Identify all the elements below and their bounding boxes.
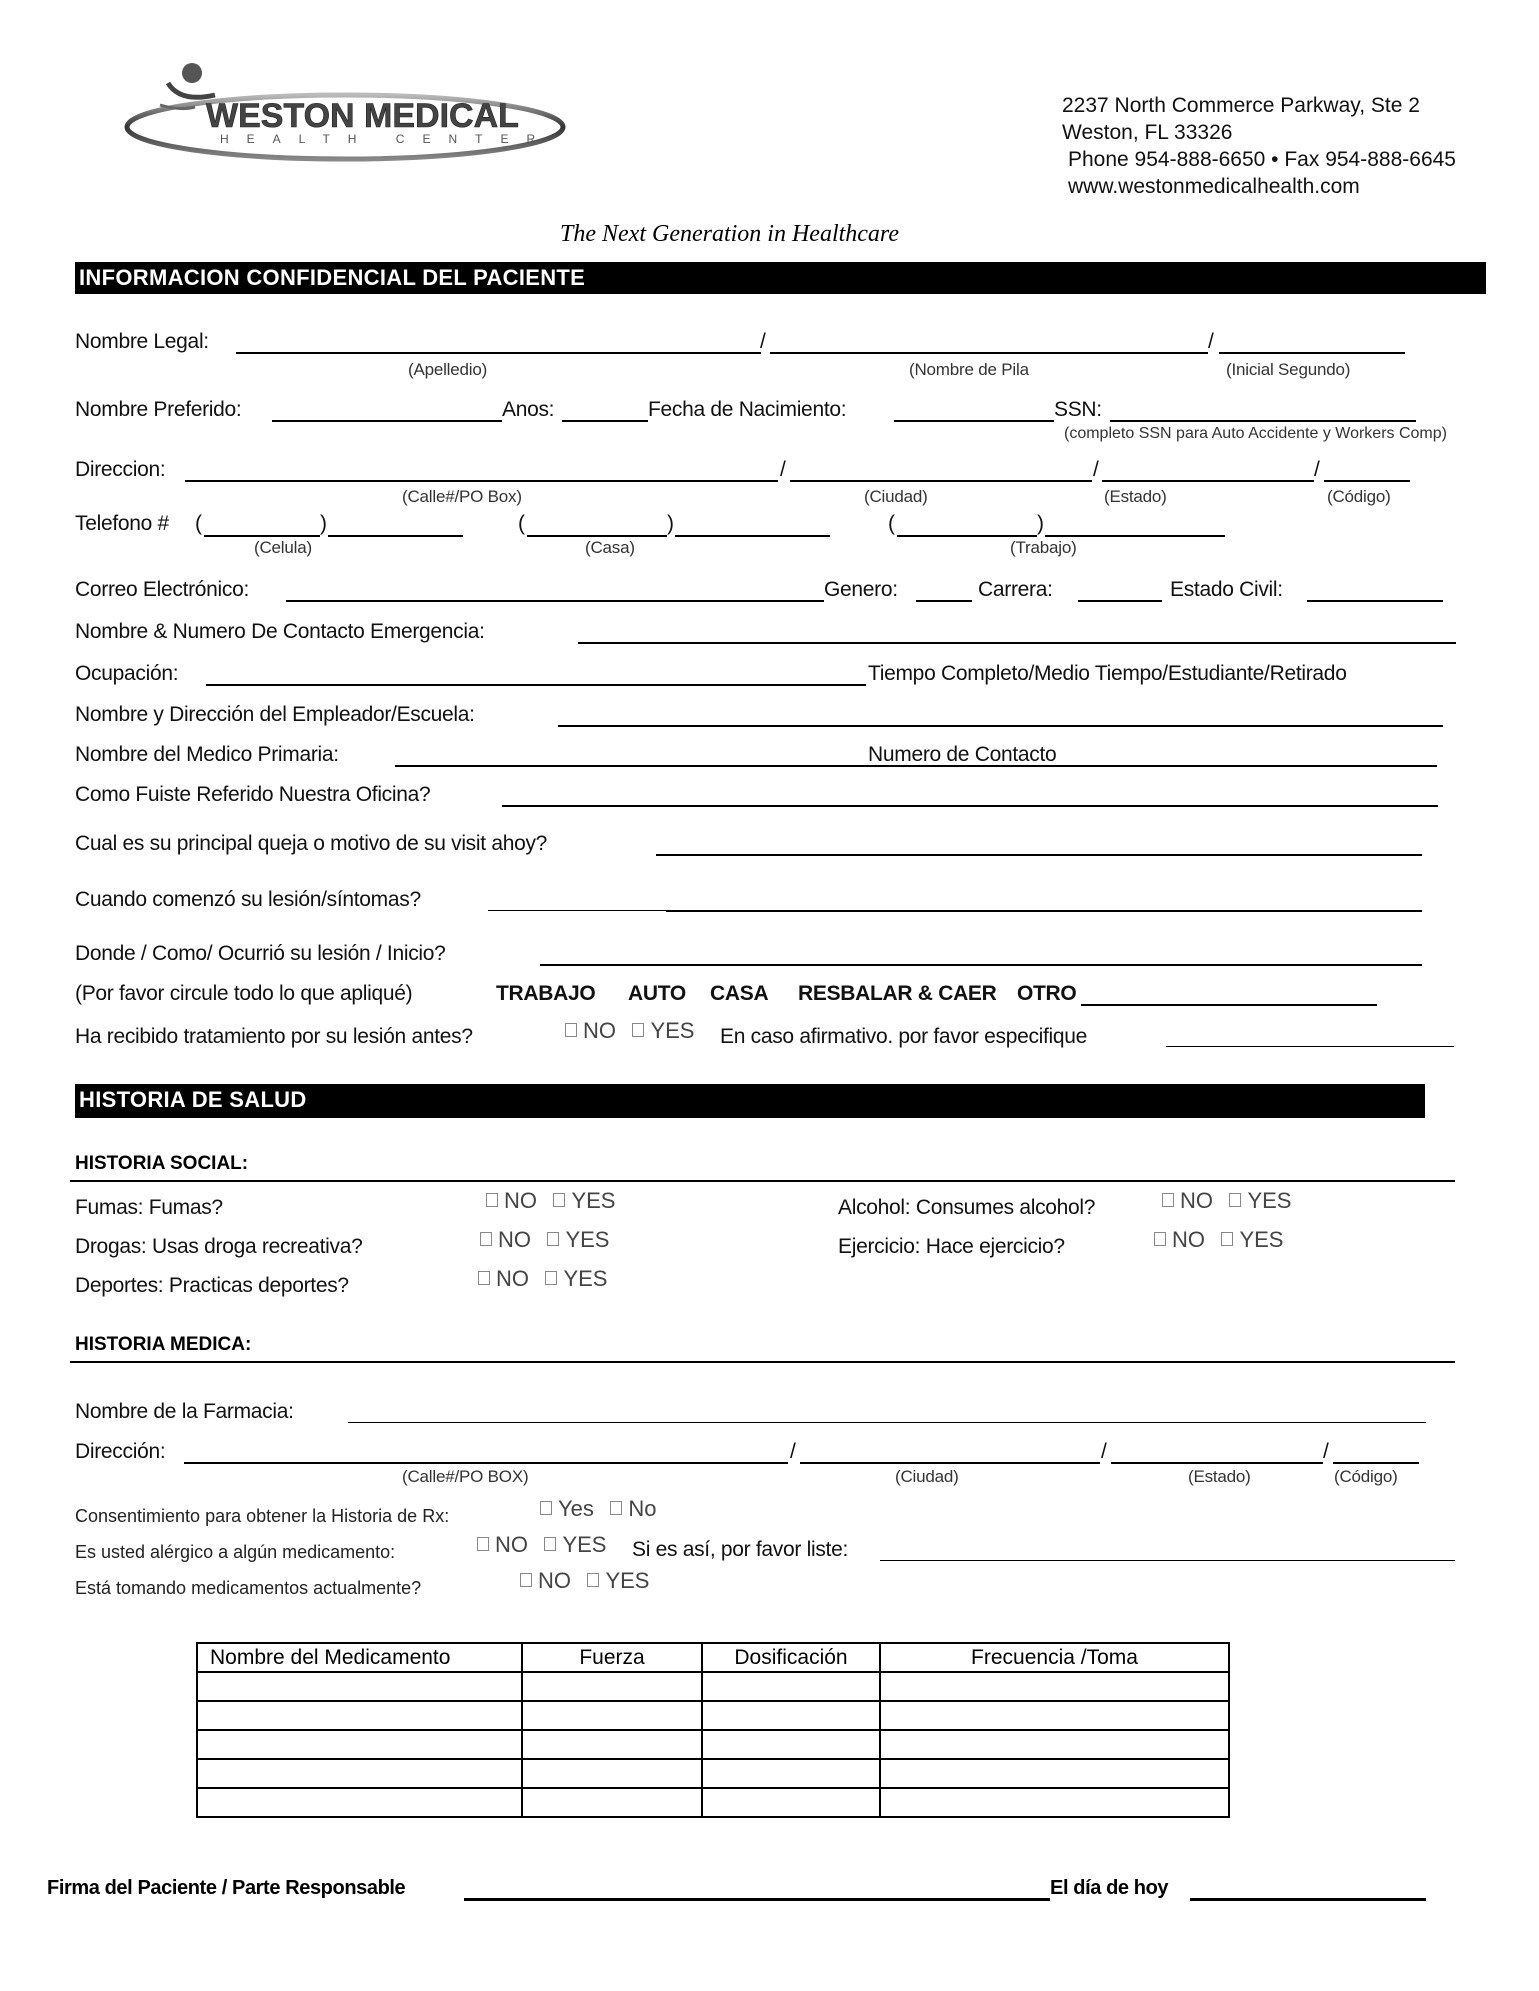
zip-field[interactable]	[1324, 480, 1410, 482]
prior-treatment-options	[565, 1018, 706, 1044]
frequency-cell[interactable]	[880, 1759, 1229, 1788]
sports-label: Deportes: Practicas deportes?	[75, 1274, 349, 1297]
pcp-contact-label: Numero de Contacto	[868, 743, 1057, 766]
race-label: Carrera:	[978, 578, 1053, 601]
yes-option-label: YES	[1247, 1188, 1292, 1213]
table-row	[197, 1672, 1229, 1701]
logo-swoosh-icon	[120, 55, 570, 175]
home-area-code-field[interactable]	[527, 535, 667, 537]
occupation-label: Ocupación:	[75, 662, 179, 685]
strength-cell[interactable]	[522, 1701, 702, 1730]
state-field[interactable]	[1102, 480, 1314, 482]
paren-close: )	[667, 512, 674, 535]
home-number-field[interactable]	[675, 535, 830, 537]
emergency-contact-field[interactable]	[578, 642, 1456, 644]
onset-label: Cuando comenzó su lesión/síntomas?	[75, 888, 421, 911]
no-option-label: NO	[495, 1532, 528, 1557]
medication-name-cell[interactable]	[197, 1788, 522, 1817]
pharmacy-state-field[interactable]	[1111, 1462, 1323, 1464]
rx-consent-label: Consentimiento para obtener la Historia de Rx:	[75, 1506, 450, 1526]
col-frequency: Frecuencia /Toma	[880, 1643, 1229, 1672]
date-label: El día de hoy	[1050, 1877, 1169, 1899]
marital-status-label: Estado Civil:	[1170, 578, 1283, 601]
chief-complaint-label: Cual es su principal queja o motivo de su visit ahoy?	[75, 832, 548, 855]
pharmacy-city-field[interactable]	[800, 1462, 1100, 1464]
no-checkbox[interactable]	[610, 1501, 622, 1515]
slash-sep: /	[760, 330, 766, 353]
yes-option-label: YES	[571, 1188, 616, 1213]
frequency-cell[interactable]	[880, 1672, 1229, 1701]
no-checkbox[interactable]	[520, 1573, 532, 1587]
cell-area-code-field[interactable]	[204, 535, 320, 537]
address-line2: Weston, FL 33326	[1062, 121, 1233, 144]
yes-checkbox[interactable]	[1229, 1193, 1241, 1207]
pharmacy-name-field[interactable]	[348, 1422, 1426, 1423]
strength-cell[interactable]	[522, 1730, 702, 1759]
medication-name-cell[interactable]	[197, 1759, 522, 1788]
current-meds-options	[520, 1568, 661, 1594]
slash-sep: /	[1208, 330, 1214, 353]
option-otro[interactable]: OTRO	[1017, 982, 1077, 1005]
address-line1: 2237 North Commerce Parkway, Ste 2	[1062, 94, 1420, 117]
slash-sep: /	[1323, 1440, 1329, 1463]
social-history-divider	[70, 1180, 1455, 1182]
gender-label: Genero:	[824, 578, 898, 601]
medications-table	[196, 1642, 1230, 1818]
street-hint: (Calle#/PO Box)	[402, 487, 522, 506]
legal-name-label: Nombre Legal:	[75, 330, 209, 353]
slash-sep: /	[1093, 458, 1099, 481]
prior-treatment-specify-label: En caso afirmativo. por favor especifique	[720, 1025, 1088, 1048]
no-option-label: NO	[1172, 1227, 1205, 1252]
yes-checkbox[interactable]	[587, 1573, 599, 1587]
current-meds-label: Está tomando medicamentos actualmente?	[75, 1578, 422, 1598]
referral-label: Como Fuiste Referido Nuestra Oficina?	[75, 783, 431, 806]
work-area-code-field[interactable]	[897, 535, 1037, 537]
allergy-options	[477, 1532, 618, 1558]
prior-treatment-label: Ha recibido tratamiento por su lesión antes?	[75, 1025, 473, 1048]
first-name-field[interactable]	[770, 352, 1208, 354]
slash-sep: /	[790, 1440, 796, 1463]
yes-checkbox[interactable]	[547, 1232, 559, 1246]
city-hint: (Ciudad)	[864, 487, 928, 506]
no-option-label: NO	[583, 1018, 616, 1043]
yes-option-label: Yes	[558, 1496, 594, 1521]
phone-fax: Phone 954-888-6650 • Fax 954-888-6645	[1068, 148, 1456, 171]
exercise-label: Ejercicio: Hace ejercicio?	[838, 1235, 1065, 1258]
dob-label: Fecha de Nacimiento:	[648, 398, 847, 421]
medication-name-cell[interactable]	[197, 1701, 522, 1730]
dob-field[interactable]	[894, 420, 1054, 422]
yes-checkbox[interactable]	[632, 1023, 644, 1037]
last-name-hint: (Apelledio)	[408, 360, 488, 379]
no-checkbox[interactable]	[478, 1271, 490, 1285]
pharmacy-street-field[interactable]	[184, 1462, 788, 1464]
prior-treatment-specify-field[interactable]	[1166, 1046, 1454, 1047]
col-strength: Fuerza	[522, 1643, 702, 1672]
injury-where-label: Donde / Como/ Ocurrió su lesión / Inicio?	[75, 942, 446, 965]
dosage-cell[interactable]	[702, 1701, 880, 1730]
cell-hint: (Celula)	[254, 538, 312, 557]
no-option-label: NO	[1180, 1188, 1213, 1213]
alcohol-label: Alcohol: Consumes alcohol?	[838, 1196, 1096, 1219]
exercise-options	[1154, 1227, 1295, 1253]
age-label: Anos:	[502, 398, 555, 421]
no-option-label: No	[628, 1496, 657, 1521]
pcp-label: Nombre del Medico Primaria:	[75, 743, 339, 766]
no-option-label: NO	[538, 1568, 571, 1593]
medical-history-divider	[70, 1361, 1455, 1363]
yes-checkbox[interactable]	[545, 1271, 557, 1285]
paren-close: )	[320, 512, 327, 535]
svg-text:WESTON MEDICAL: WESTON MEDICAL	[206, 97, 519, 135]
website-link[interactable]: www.westonmedicalhealth.com	[1068, 175, 1360, 198]
email-label: Correo Electrónico:	[75, 578, 250, 601]
email-field[interactable]	[286, 600, 824, 602]
marital-status-field[interactable]	[1307, 600, 1443, 602]
strength-cell[interactable]	[522, 1759, 702, 1788]
tagline: The Next Generation in Healthcare	[560, 221, 900, 247]
dosage-cell[interactable]	[702, 1788, 880, 1817]
no-option-label: NO	[504, 1188, 537, 1213]
street-field[interactable]	[185, 480, 778, 482]
dosage-cell[interactable]	[702, 1759, 880, 1788]
emergency-contact-label: Nombre & Numero De Contacto Emergencia:	[75, 620, 485, 643]
section-header-health-history: HISTORIA DE SALUD	[75, 1084, 1425, 1118]
medication-name-cell[interactable]	[197, 1672, 522, 1701]
no-option-label: NO	[498, 1227, 531, 1252]
paren-open: (	[518, 512, 525, 535]
ssn-field[interactable]	[1110, 420, 1416, 422]
yes-option-label: YES	[565, 1227, 610, 1252]
pharmacy-name-label: Nombre de la Farmacia:	[75, 1400, 294, 1423]
option-auto[interactable]: AUTO	[628, 982, 686, 1005]
yes-option-label: YES	[563, 1266, 608, 1291]
section-header-patient-info: INFORMACION CONFIDENCIAL DEL PACIENTE	[75, 262, 1486, 294]
phone-label: Telefono #	[75, 512, 169, 535]
drugs-label: Drogas: Usas droga recreativa?	[75, 1235, 363, 1258]
city-field[interactable]	[790, 480, 1092, 482]
signature-label: Firma del Paciente / Parte Responsable	[47, 1877, 406, 1899]
yes-option-label: YES	[605, 1568, 650, 1593]
frequency-cell[interactable]	[880, 1701, 1229, 1730]
frequency-cell[interactable]	[880, 1788, 1229, 1817]
drugs-options	[480, 1227, 621, 1253]
employer-field[interactable]	[558, 725, 1443, 727]
yes-checkbox[interactable]	[1221, 1232, 1233, 1246]
smoke-label: Fumas: Fumas?	[75, 1196, 223, 1219]
first-name-hint: (Nombre de Pila	[909, 360, 1029, 379]
date-field[interactable]	[1190, 1898, 1426, 1901]
other-field[interactable]	[1081, 1004, 1377, 1006]
svg-text:HEALTH CENTER: HEALTH CENTER	[220, 132, 554, 146]
middle-initial-hint: (Inicial Segundo)	[1226, 360, 1351, 379]
slash-sep: /	[780, 458, 786, 481]
employer-label: Nombre y Dirección del Empleador/Escuela:	[75, 703, 475, 726]
clinic-contact-block	[1062, 92, 1456, 200]
yes-checkbox[interactable]	[553, 1193, 565, 1207]
table-row	[197, 1788, 1229, 1817]
pharmacy-address-label: Dirección:	[75, 1440, 166, 1463]
allergy-label: Es usted alérgico a algún medicamento:	[75, 1542, 396, 1562]
strength-cell[interactable]	[522, 1672, 702, 1701]
ssn-note: (completo SSN para Auto Accidente y Workers Comp)	[1064, 425, 1447, 442]
dosage-cell[interactable]	[702, 1730, 880, 1759]
yes-option-label: YES	[562, 1532, 607, 1557]
no-checkbox[interactable]	[486, 1193, 498, 1207]
middle-initial-field[interactable]	[1219, 352, 1405, 354]
race-field[interactable]	[1078, 600, 1162, 602]
paren-open: (	[195, 512, 202, 535]
age-field[interactable]	[562, 420, 648, 422]
sports-options	[478, 1266, 619, 1292]
ssn-label: SSN:	[1054, 398, 1102, 421]
table-row	[197, 1701, 1229, 1730]
work-hint: (Trabajo)	[1010, 538, 1077, 557]
frequency-cell[interactable]	[880, 1730, 1229, 1759]
medications-header-row	[197, 1643, 1229, 1672]
rx-consent-options	[540, 1496, 668, 1522]
no-checkbox[interactable]	[1154, 1232, 1166, 1246]
preferred-name-field[interactable]	[272, 420, 502, 422]
slash-sep: /	[1314, 458, 1320, 481]
pharmacy-city-hint: (Ciudad)	[895, 1467, 959, 1486]
option-casa[interactable]: CASA	[710, 982, 769, 1005]
last-name-field[interactable]	[236, 352, 761, 354]
yes-option-label: YES	[1239, 1227, 1284, 1252]
signature-field[interactable]	[464, 1898, 1050, 1901]
preferred-name-label: Nombre Preferido:	[75, 398, 242, 421]
allergy-list-label: Si es así, por favor liste:	[632, 1538, 848, 1561]
col-medication-name: Nombre del Medicamento	[197, 1643, 522, 1672]
occupation-field[interactable]	[206, 684, 866, 686]
dosage-cell[interactable]	[702, 1672, 880, 1701]
cell-number-field[interactable]	[328, 535, 463, 537]
paren-close: )	[1037, 512, 1044, 535]
state-hint: (Estado)	[1104, 487, 1167, 506]
no-checkbox[interactable]	[477, 1537, 489, 1551]
yes-checkbox[interactable]	[544, 1537, 556, 1551]
pharmacy-street-hint: (Calle#/PO BOX)	[402, 1467, 529, 1486]
yes-option-label: YES	[650, 1018, 695, 1043]
table-row	[197, 1759, 1229, 1788]
pharmacy-zip-hint: (Código)	[1334, 1467, 1398, 1486]
paren-open: (	[888, 512, 895, 535]
referral-field[interactable]	[502, 805, 1438, 807]
strength-cell[interactable]	[522, 1788, 702, 1817]
address-label: Direccion:	[75, 458, 166, 481]
option-trabajo[interactable]: TRABAJO	[496, 982, 596, 1005]
medication-name-cell[interactable]	[197, 1730, 522, 1759]
work-number-field[interactable]	[1045, 535, 1225, 537]
alcohol-options	[1162, 1188, 1303, 1214]
allergy-list-field[interactable]	[880, 1560, 1455, 1561]
no-checkbox[interactable]	[480, 1232, 492, 1246]
col-dosage: Dosificación	[702, 1643, 880, 1672]
smoke-options	[486, 1188, 627, 1214]
pharmacy-zip-field[interactable]	[1333, 1462, 1419, 1464]
medical-history-heading: HISTORIA MEDICA:	[75, 1334, 252, 1355]
yes-checkbox[interactable]	[540, 1501, 552, 1515]
circle-instruction: (Por favor circule todo lo que apliqué)	[75, 982, 413, 1005]
gender-field[interactable]	[916, 600, 972, 602]
zip-hint: (Código)	[1327, 487, 1391, 506]
home-hint: (Casa)	[585, 538, 635, 557]
option-resbalar-caer[interactable]: RESBALAR & CAER	[798, 982, 997, 1005]
employment-status-options[interactable]: Tiempo Completo/Medio Tiempo/Estudiante/Retirado	[868, 662, 1347, 685]
injury-where-field[interactable]	[540, 964, 1422, 966]
chief-complaint-field[interactable]	[656, 854, 1422, 856]
onset-field-extension[interactable]	[666, 910, 1422, 912]
no-checkbox[interactable]	[1162, 1193, 1174, 1207]
weston-medical-logo	[120, 55, 570, 175]
pharmacy-state-hint: (Estado)	[1188, 1467, 1251, 1486]
slash-sep: /	[1101, 1440, 1107, 1463]
no-checkbox[interactable]	[565, 1023, 577, 1037]
table-row	[197, 1730, 1229, 1759]
no-option-label: NO	[496, 1266, 529, 1291]
onset-field[interactable]	[488, 910, 666, 911]
social-history-heading: HISTORIA SOCIAL:	[75, 1153, 249, 1174]
